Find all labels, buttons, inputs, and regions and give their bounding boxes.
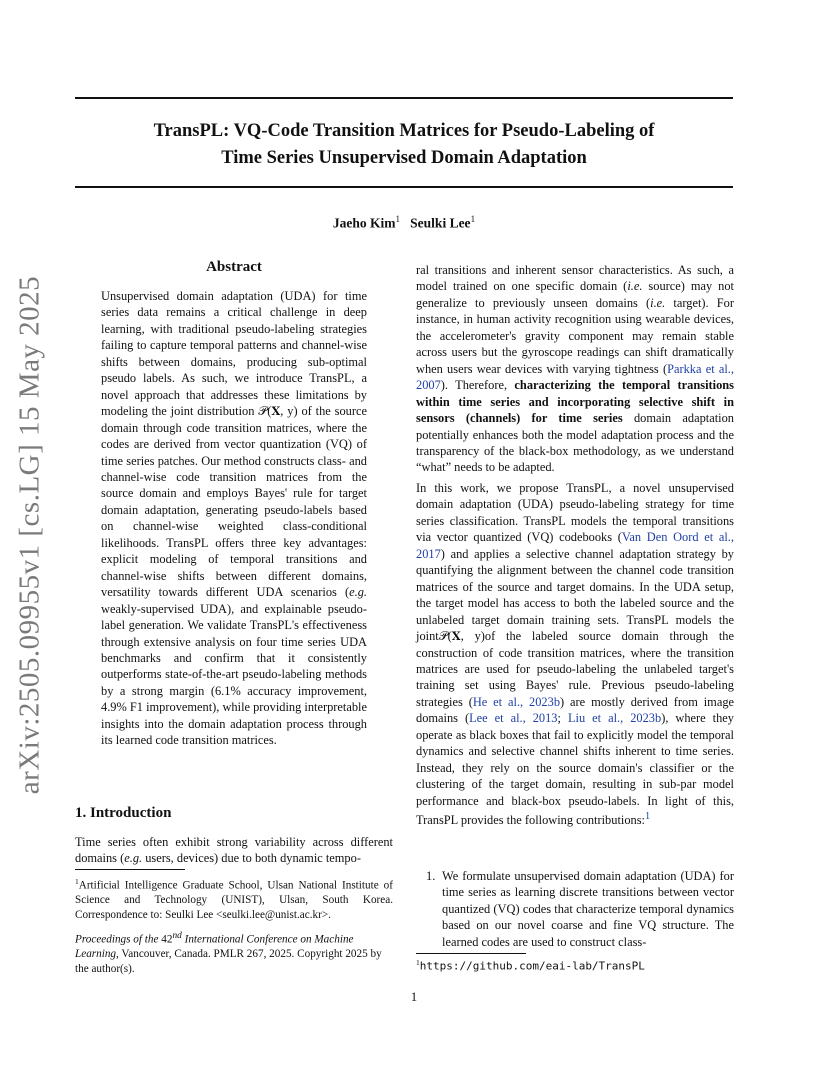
abstract-body: Unsupervised domain adaptation (UDA) for time series data remains a critical challenge in deep learning, with traditional pseudo-labeling strategies failing to capture temporal patterns and channel-wise shifts between domains, producing sub-optimal pseudo labels. As such, we introduce TransPL, a novel approach that addresses these limitations by modeling the joint distribution 𝒫(𝐗, y) of the source domain through code transition matrices, where the codes are derived from vector quantization (VQ) of time series patches. Our method constructs class- and channel-wise code transition matrices from the source domain and employs Bayes' rule for target domain adaptation, generating pseudo-labels based on channel-wise weighted class-conditional likelihoods. TransPL offers three key advantages: explicit modeling of temporal transitions and channel-wise shifts between different domains, versatility towards different UDA scenarios (e.g. weakly-supervised UDA), and explainable pseudo-label generation. We validate TransPL's effectiveness through extensive analysis on four time series UDA benchmarks and confirm that it consistently outperforms state-of-the-art pseudo-labeling methods by a strong margin (6.1% accuracy improvement, 4.9% F1 improvement), while providing interpretable insights into the domain adaptation process through its learned code transition matrices. (101, 289, 367, 748)
list-number: 1. (426, 869, 436, 883)
affiliation-footnote: $^1$Artificial Intelligence Graduate School, Ulsan National Institute of Science and Technology (UNIST), Ulsan, South Korea. Correspondence to: Seulki Lee <seulki.lee@unist.ac.kr>. (75, 877, 393, 921)
math-expression: 𝒫(𝐗, y) (258, 404, 298, 419)
math-expression: 𝒫(𝐗, y) (438, 629, 485, 644)
affiliation-mark: 1 (395, 214, 401, 224)
title-line-1: TransPL: VQ-Code Transition Matrices for Pseudo-Labeling of (153, 121, 655, 141)
arxiv-stamp (13, 275, 46, 795)
author-name: Seulki Lee (410, 215, 471, 231)
proceedings-note: Proceedings of the 42nd International Conference on Machine Learning, Vancouver, Canada. PMLR 267, 2025. Copyright 2025 by the author(s). (75, 931, 382, 975)
citation-link[interactable]: He et al., 2023b (472, 694, 561, 709)
citation-link[interactable]: Parkka et al., 2007 (416, 361, 734, 393)
citation-link[interactable]: Liu et al., 2023b (567, 711, 662, 726)
affiliation-mark: 1 (470, 214, 476, 224)
citation-link[interactable]: Van Den Oord et al., 2017 (416, 530, 734, 561)
list-item-text: We formulate unsupervised domain adaptation (UDA) for time series as learning discrete transitions between vector quantized (VQ) codes that characterize temporal dynamics based on our novel coarse and fine VQ structure. The learned codes are used to construct class- (442, 869, 734, 949)
arxiv-identifier: arXiv:2505.09955v1 [cs.LG] 15 May 2025 (13, 275, 46, 795)
citation-link[interactable]: Lee et al., 2013 (469, 711, 558, 726)
contribution-list-item (426, 868, 734, 950)
right-column-paragraph-2: In this work, we propose TransPL, a novel unsupervised domain adaptation (UDA) pseudo-labeling strategy for time series classification. TransPL models the temporal transitions via vector quantized (VQ) codebooks (Van Den Oord et al., 2017) and applies a selective channel adaptation strategy by quantifying the alignment between the channel code transition matrices of the source and target domains. In the UDA setup, the target model has access to both the labeled source and the unlabeled target domain training sets. TransPL models the joint𝒫(𝐗, y)of the labeled source domain through the construction of code transition matrices, where the transition matrices are used for pseudo-labeling the unlabeled target's training set using Bayes' rule. Previous pseudo-labeling strategies (He et al., 2023b) are mostly derived from image domains (Lee et al., 2013; Liu et al., 2023b), where they operate as black boxes that fail to explicitly model the temporal dynamics and selective channel shifts inherent to time series. Instead, they rely on the source domain's classifier or the clustering of the target domain, resulting in sub-par model performance and black-box pseudo-labels. In light of this, TransPL provides the following contributions:$^1$ (416, 481, 735, 828)
footnote-rule-right (416, 953, 526, 954)
footnote-link[interactable]: 1 (645, 811, 651, 823)
section-heading-introduction: 1. Introduction (75, 805, 172, 821)
top-rule (75, 97, 733, 99)
author-name: Jaeho Kim (332, 215, 396, 231)
url-footnote: $^1$https://github.com/eai-lab/TransPL (416, 958, 645, 973)
github-url[interactable]: https://github.com/eai-lab/TransPL (419, 959, 645, 973)
title-line-2: Time Series Unsupervised Domain Adaptation (221, 148, 587, 168)
title-bottom-rule (75, 186, 733, 188)
author-list (75, 214, 733, 232)
abstract-heading: Abstract (206, 259, 262, 275)
footnote-rule (75, 869, 185, 870)
right-column-paragraph-1: ral transitions and inherent sensor characteristics. As such, a model trained on one specific domain (i.e. source) may not generalize to previously unseen domains (i.e. target). For instance, in human activity recognition using wearable devices, the accelerometer's gravity component may remain stable across users but the gyroscope readings can shift dramatically when users wear devices with varying tightness (Parkka et al., 2007). Therefore, characterizing the temporal transitions within time series and incorporating selective shift in sensors (channels) for time series domain adaptation potentially enhances both the model adaptation process and the transparency of the black-box methodology, as we understand “what” needs to be adapted. (416, 263, 734, 475)
paper-title (75, 118, 733, 172)
introduction-text: Time series often exhibit strong variability across different domains (e.g. users, devices) due to both dynamic tempo- (75, 835, 393, 866)
page-number: 1 (410, 990, 418, 1004)
